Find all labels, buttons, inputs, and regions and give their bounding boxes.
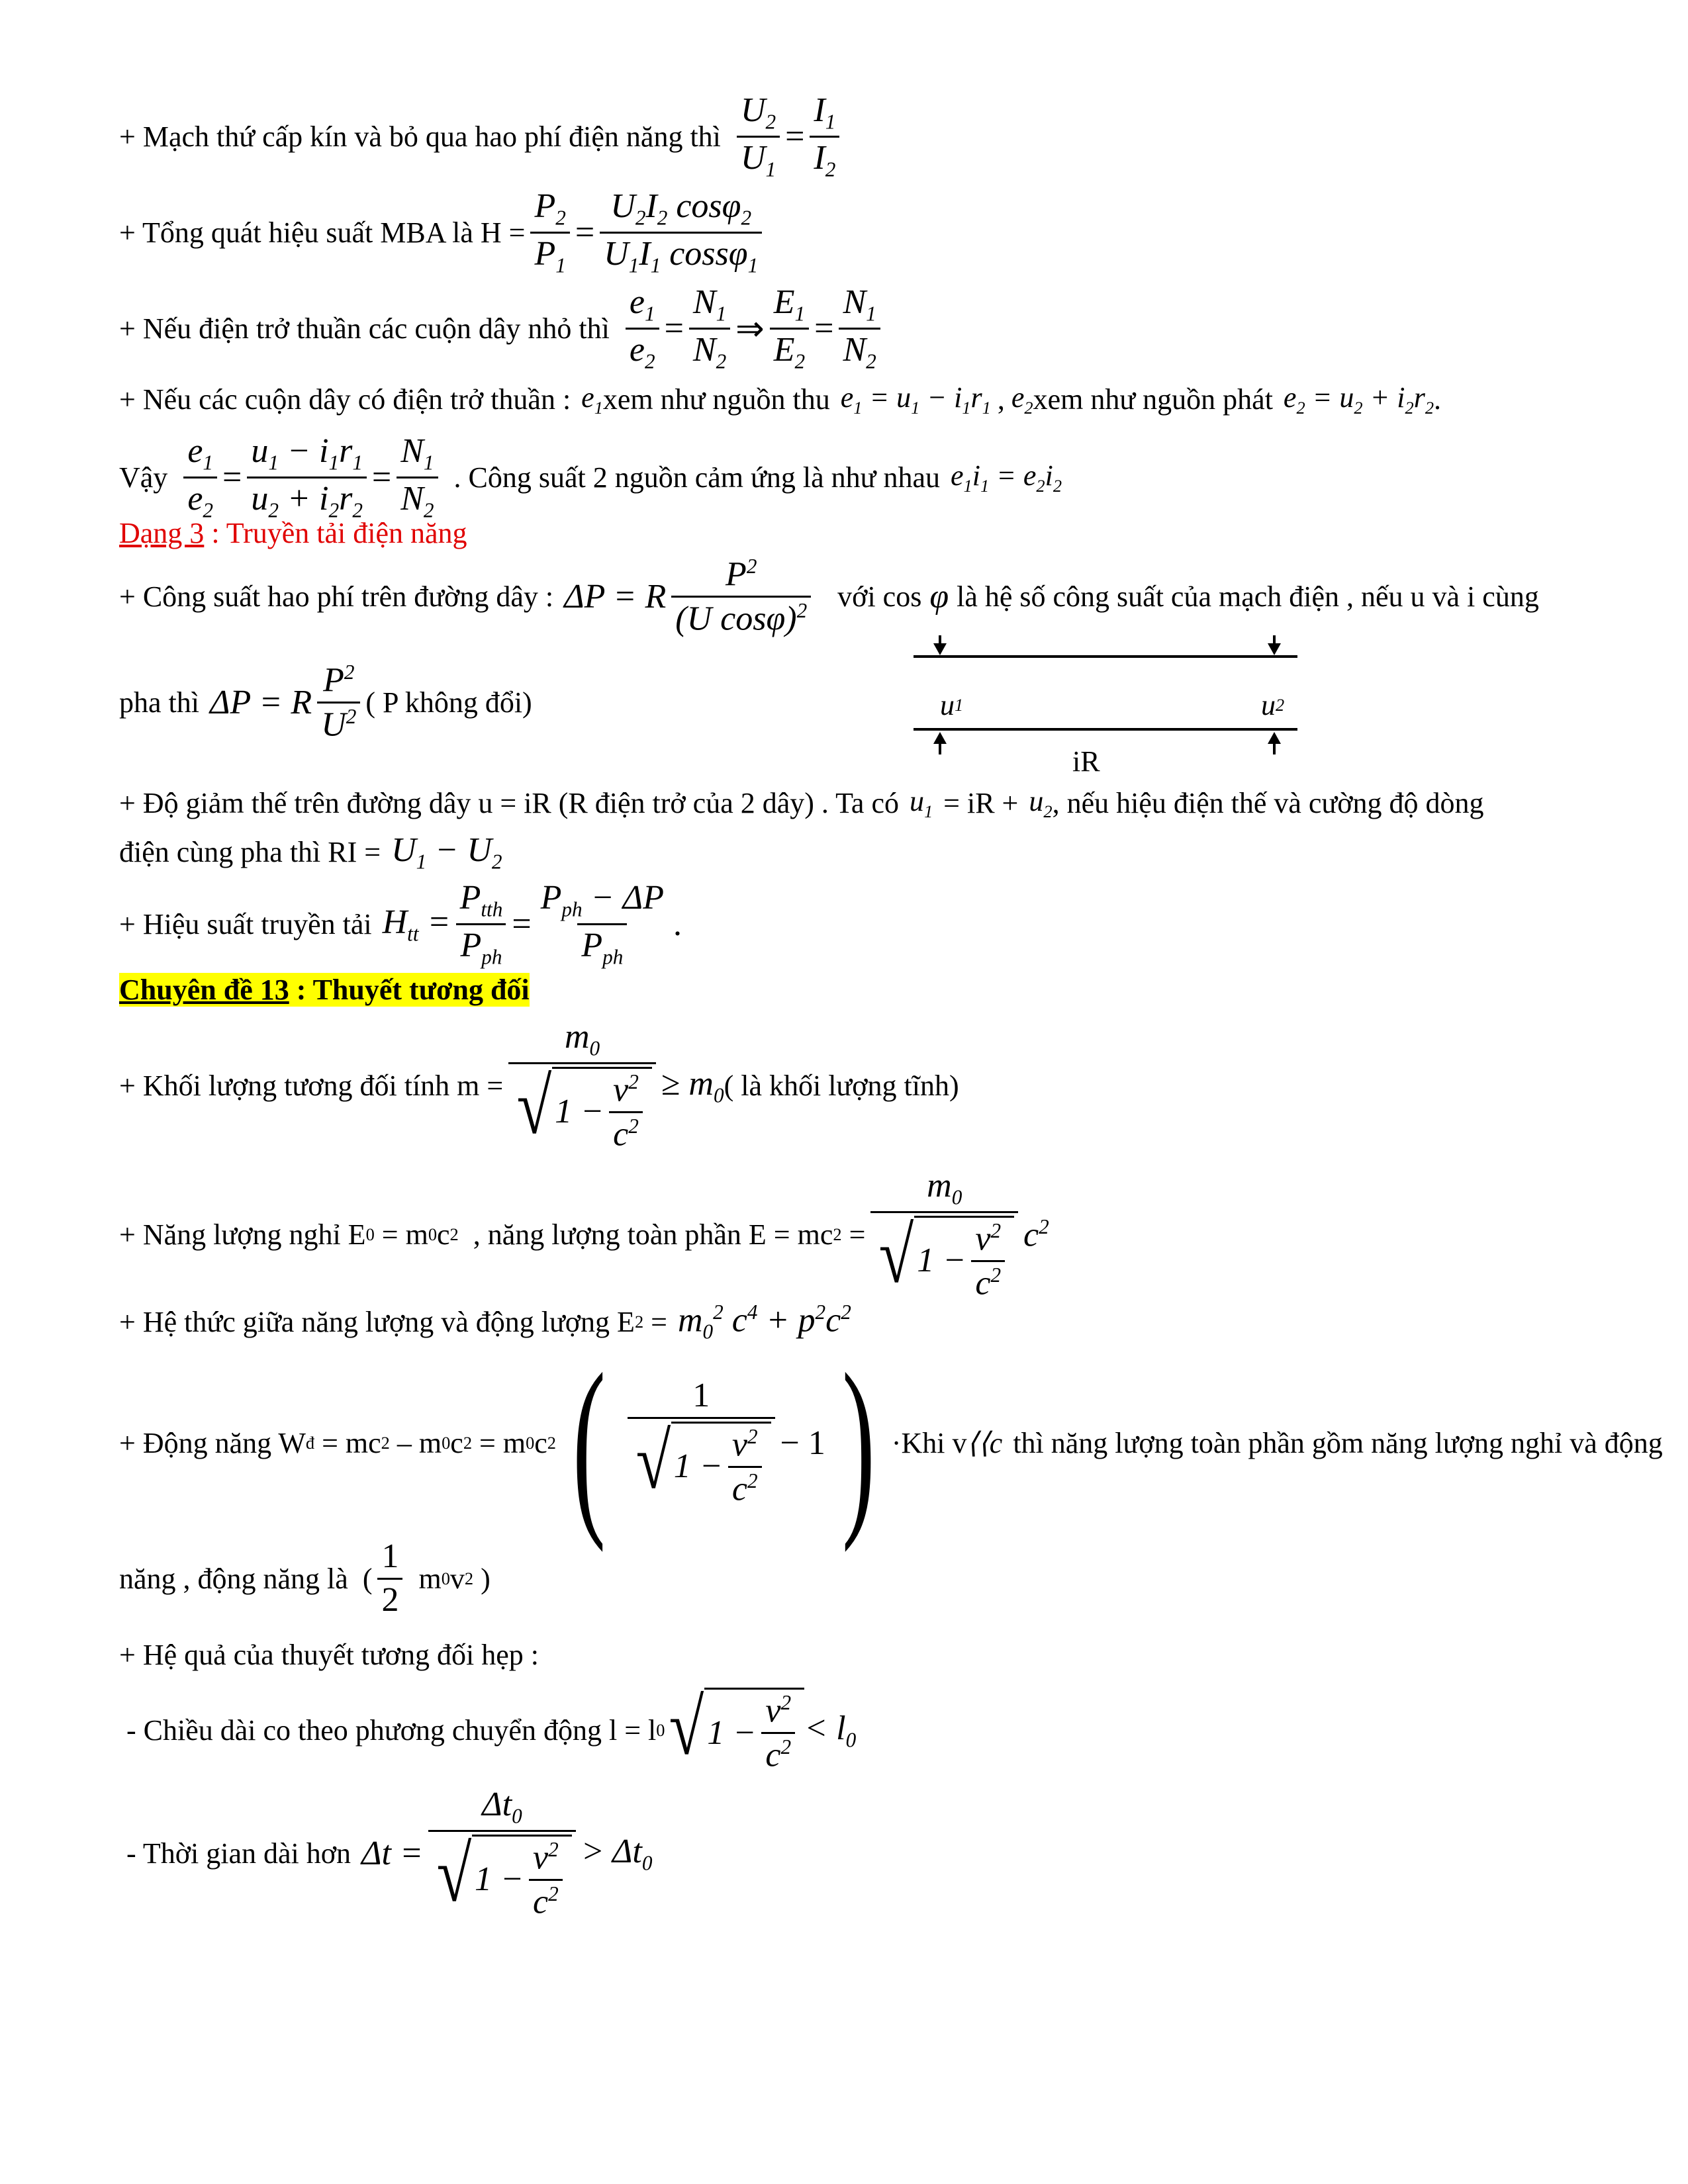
arrow-down-right xyxy=(1268,643,1281,655)
arrow-up-left xyxy=(933,732,947,744)
line-secondary-closed: + Mạch thứ cấp kín và bỏ qua hao phí điện năng thì $\frac{U_2}{U_1}$ = $\frac{I_1}{I_2}$ xyxy=(119,93,845,181)
diagram-label-u1: u 1 xyxy=(940,689,964,721)
arrow-down-left xyxy=(933,643,947,655)
fraction-u2-u1: $\frac{U_2}{U_1}$ xyxy=(737,93,780,181)
line-efficiency: + Tổng quát hiệu suất MBA là H = $\frac{P_2}{P_1}$ = $\frac{U_2I_2 \cos\varphi_2}{U_1I_1 \cos s\varphi_1}$ xyxy=(119,189,767,277)
line-resistive-coils: + Nếu các cuộn dây có điện trở thuần : $e_1$ xem như nguồn thu $e_1 = u_1 - i_1r_1$ , $e_2$ xem như nguồn phát $e_2 = u_2 + i_2r_2$ . xyxy=(119,381,1442,418)
fraction-i1-i2: $\frac{I_1}{I_2}$ xyxy=(810,93,839,181)
line-energy-momentum: + Hệ thức giữa năng lượng và động lượng E 2 = $m_0^2$ $c^4 + p^2c^2$ xyxy=(119,1300,851,1343)
line-in-phase: pha thì ΔP = R $\frac{P^2}{U^2}$ ( P không đổi) xyxy=(119,660,532,744)
section-chuyen-de-13: Chuyên đề 13 : Thuyết tương đối xyxy=(119,974,530,1006)
line-time-dilation: - Thời gian dài hơn Δt = $\Delta t_0$ √ 1 − $\frac{v^2}{c^2}$ > $\Delta t_0$ xyxy=(119,1786,653,1921)
line-kinetic-energy: + Động năng W đ = mc 2 – m 0 c 2 = m 0 c 2 ( 1 √ 1 − $\frac{v^2}{c^2}$ − 1 ) · Khi v ⟨⟨c thì năng lượng toàn phần gồm năng lượng nghỉ và động xyxy=(119,1333,1663,1553)
line-power-loss: + Công suất hao phí trên đường dây : ΔP = R $\frac{P^2}{(U \cos\varphi)^2}$ với cos φ là hệ số công suất của mạch điện , nếu u và i cùng xyxy=(119,555,1539,638)
line-length-contraction: - Chiều dài co theo phương chuyển động l = l 0 √ 1 − $\frac{v^2}{c^2}$ < $l_0$ xyxy=(119,1683,857,1774)
arrow-up-right xyxy=(1268,732,1281,744)
line-transmission-efficiency: + Hiệu suất truyền tải $H_{tt}$ = $\frac{P_{tth}}{P_{ph}}$ = $\frac{P_{ph} - \Delta P}{P_{ph}}$ . xyxy=(119,879,682,969)
line-classical-kinetic: năng , động năng là ( $\frac{1}{2}$ m 0 v 2 ) xyxy=(119,1537,491,1619)
line-vay: Vậy $\frac{e_1}{e_2}$ = $\frac{u_1 - i_1r_1}{u_2 + i_2r_2}$ = $\frac{N_1}{N_2}$ . Công suất 2 nguồn cảm ứng là như nhau $e_1i_1 = e_2i_2$ xyxy=(119,432,1062,522)
diagram-label-u2: u 2 xyxy=(1261,689,1285,721)
line-small-resistance: + Nếu điện trở thuần các cuộn dây nhỏ thì $\frac{e_1}{e_2}$ = $\frac{N_1}{N_2}$ ⇒ $\frac{E_1}{E_2}$ = $\frac{N_1}{N_2}$ xyxy=(119,285,886,373)
diagram-label-ir: iR xyxy=(1072,745,1100,778)
line-ri: điện cùng pha thì RI = $U_1 - U_2$ xyxy=(119,831,502,874)
line-relativistic-mass: + Khối lượng tương đối tính m = $m_0$ √ 1 − $\frac{v^2}{c^2}$ ≥ $m_0$ ( là khối lượng tĩnh) xyxy=(119,1018,959,1154)
line-rest-energy: + Năng lượng nghỉ E 0 = m 0 c 2 , năng lượng toàn phần E = mc 2 = $m_0$ √ 1 − $\frac{v^2}{c^2}$ $c^2$ xyxy=(119,1167,1049,1302)
transmission-line-diagram xyxy=(914,629,1311,774)
section-dang-3: Dạng 3 : Truyền tải điện năng xyxy=(119,517,467,549)
line-consequences: + Hệ quả của thuyết tương đối hẹp : xyxy=(119,1639,539,1671)
line-voltage-drop: + Độ giảm thế trên đường dây u = iR (R điện trở của 2 dây) . Ta có $u_1$ = iR + $u_2$ , nếu hiệu điện thế và cường độ dòng xyxy=(119,785,1484,821)
